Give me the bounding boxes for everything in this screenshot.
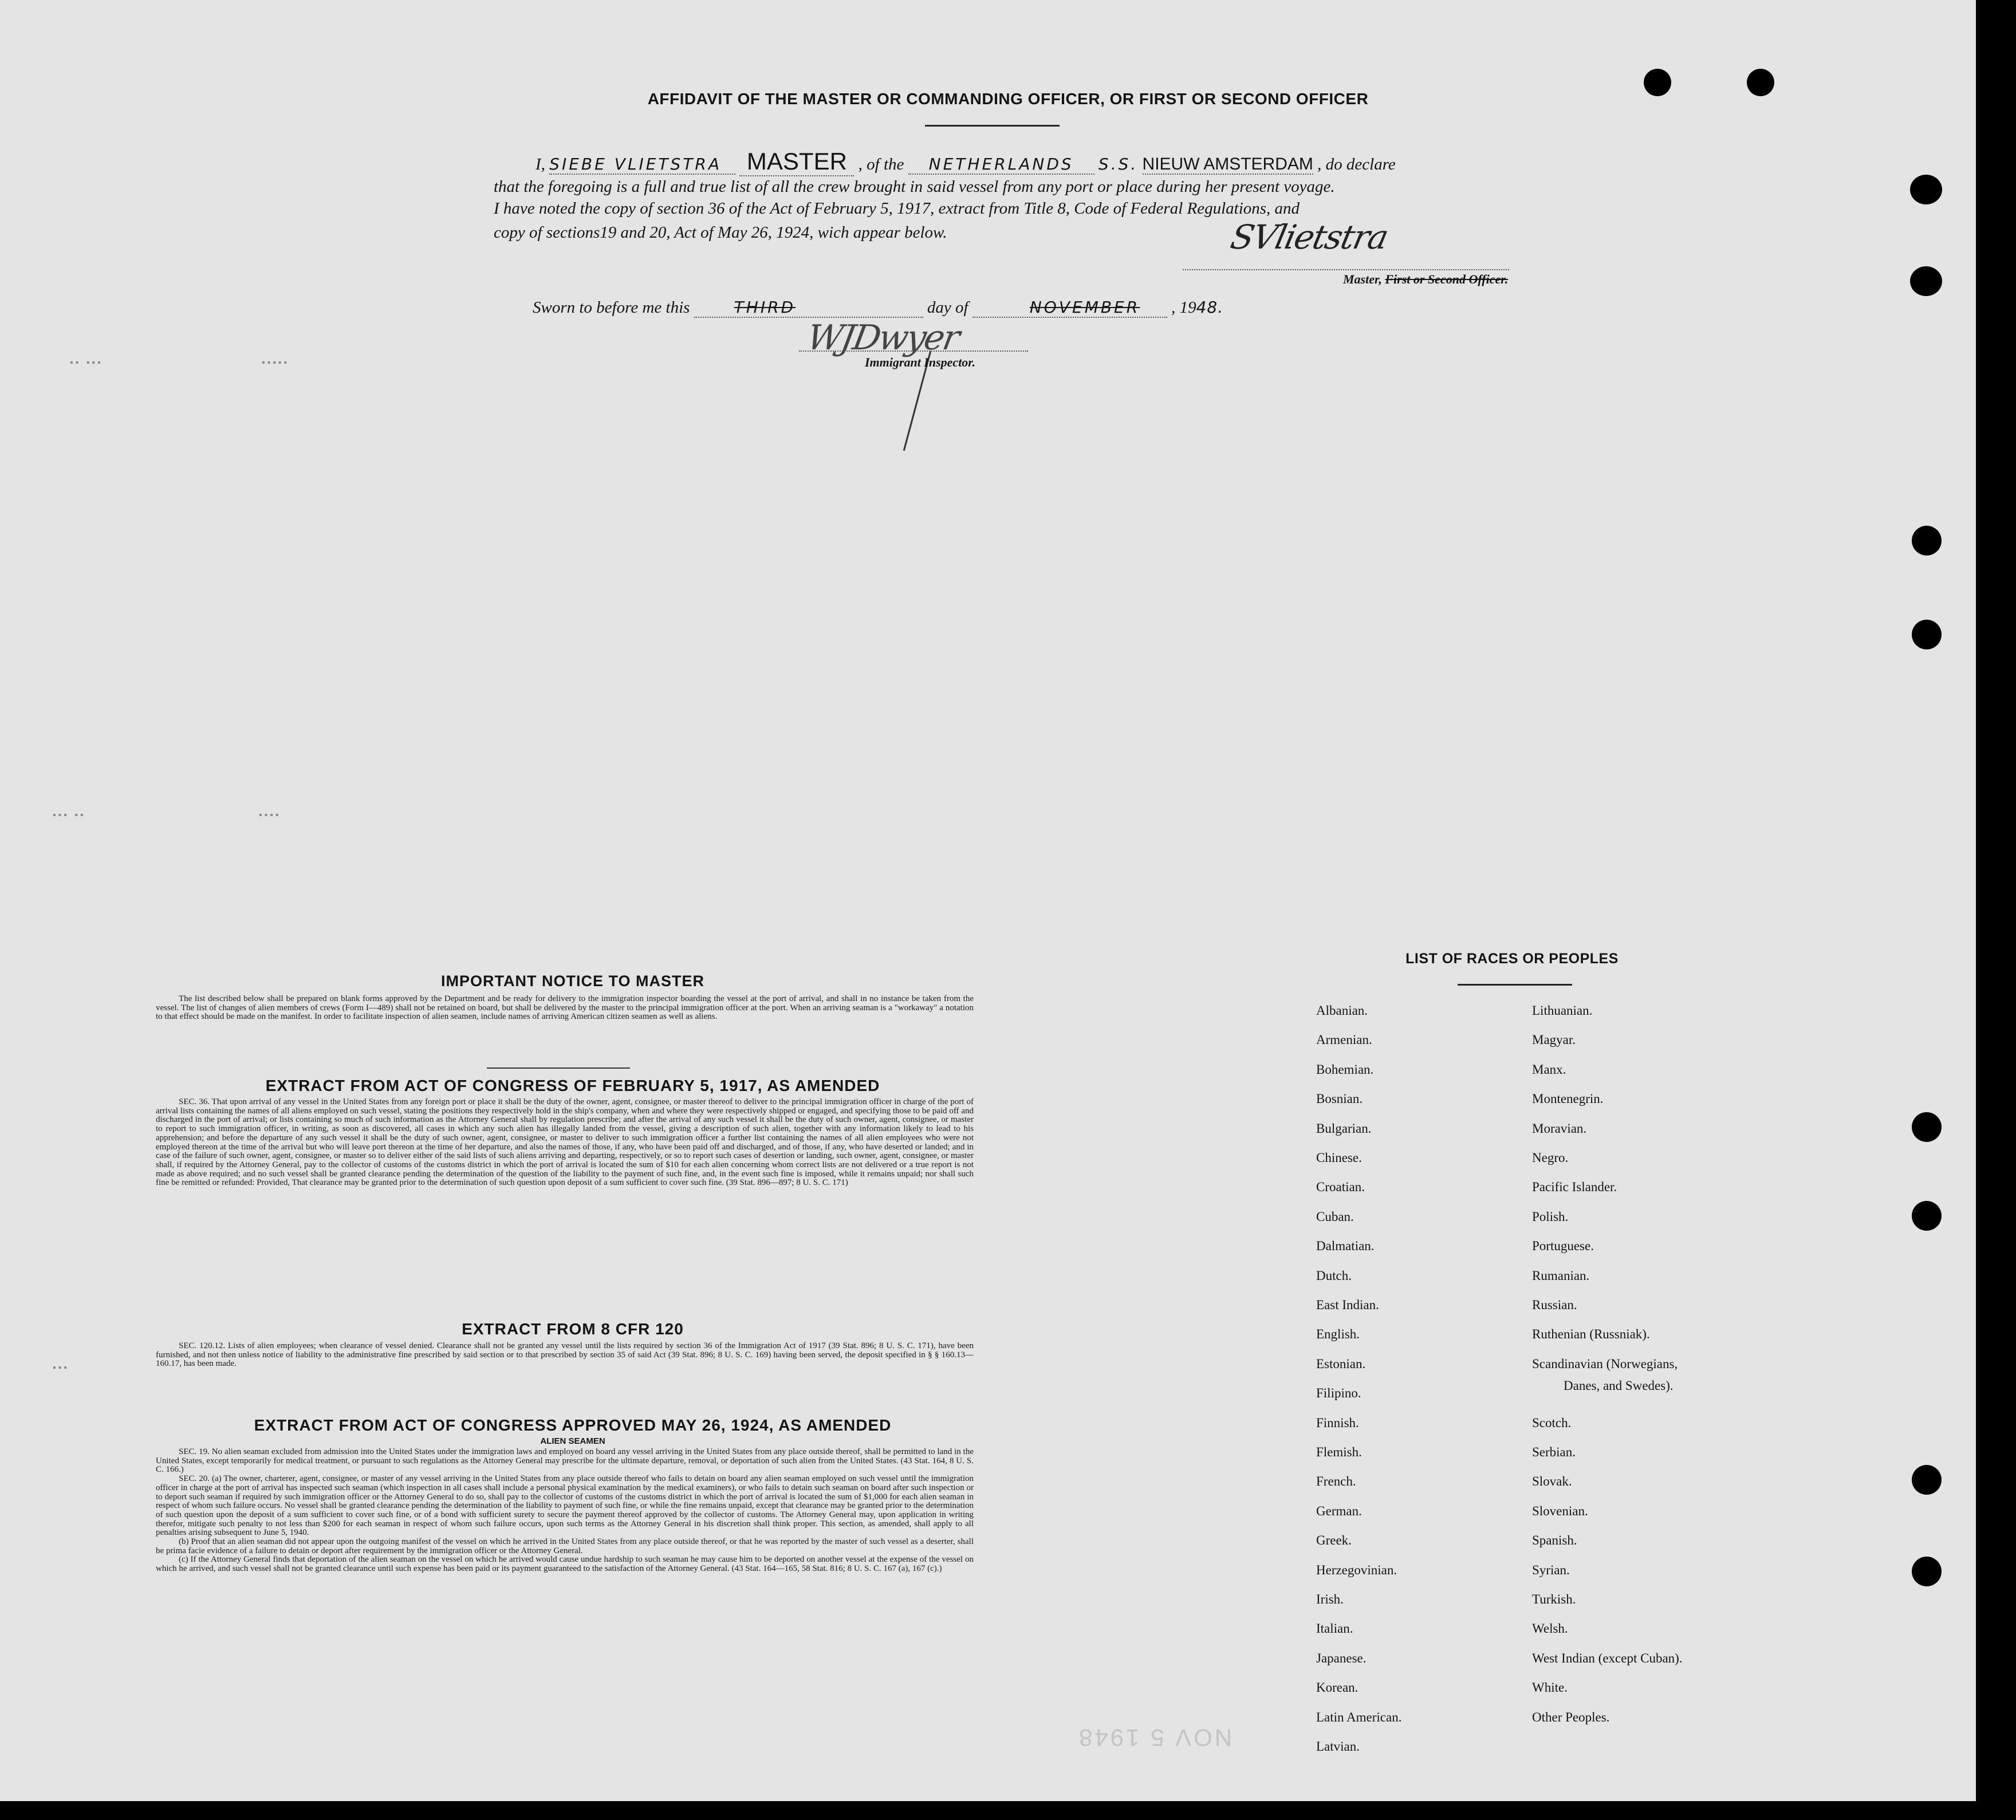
punch-hole (1912, 1112, 1942, 1142)
race-item: Armenian. (1316, 1033, 1372, 1047)
race-item: Ruthenian (Russniak). (1532, 1327, 1650, 1341)
year-suffix: 48. (1196, 298, 1224, 317)
inspector-label: Immigrant Inspector. (865, 355, 976, 369)
affidavit-title: AFFIDAVIT OF THE MASTER OR COMMANDING OFFICER, OR FIRST OR SECOND OFFICER (647, 90, 1369, 108)
race-item: East Indian. (1316, 1298, 1379, 1312)
extract-1924-title: EXTRACT FROM ACT OF CONGRESS APPROVED MAY 26, 1924, AS AMENDED (254, 1416, 892, 1434)
extract-cfr-title: EXTRACT FROM 8 CFR 120 (462, 1320, 684, 1338)
date-stamp: NOV 5 1948 (1077, 1724, 1233, 1751)
bleed-through-mark: ▪▪▪▪ (258, 810, 280, 821)
punch-hole (1912, 1465, 1942, 1495)
punch-hole (1912, 620, 1942, 649)
race-item: Dalmatian. (1316, 1239, 1375, 1253)
year-prefix: , 19 (1171, 298, 1196, 317)
race-item: Finnish. (1316, 1416, 1359, 1430)
race-item: Korean. (1316, 1680, 1359, 1695)
notice-text (156, 995, 974, 1022)
punch-hole (1910, 266, 1942, 296)
master-name-field: SIEBE VLIETSTRA (549, 155, 735, 175)
race-item: Negro. (1532, 1151, 1569, 1165)
race-item: English. (1316, 1327, 1360, 1341)
inspector-signature-line (799, 350, 1028, 352)
race-item: Serbian. (1532, 1445, 1576, 1459)
punch-hole (1912, 1557, 1942, 1586)
race-item: Dutch. (1316, 1269, 1352, 1283)
race-item: White. (1532, 1680, 1568, 1695)
race-item: Slovak. (1532, 1474, 1572, 1488)
extract-cfr-text (156, 1342, 974, 1369)
race-item: Bosnian. (1316, 1092, 1363, 1106)
race-item: Montenegrin. (1532, 1092, 1604, 1106)
race-item: Syrian. (1532, 1563, 1570, 1577)
race-item: German. (1316, 1504, 1362, 1518)
race-item: Other Peoples. (1532, 1710, 1610, 1724)
race-item: Spanish. (1532, 1533, 1577, 1547)
vessel-prefix: S.S. (1098, 155, 1139, 174)
extract-1917-title: EXTRACT FROM ACT OF CONGRESS OF FEBRUARY 5, 1917, AS AMENDED (265, 1077, 880, 1094)
race-item: Flemish. (1316, 1445, 1362, 1459)
race-item: French. (1316, 1474, 1356, 1488)
extract-cfr-paragraph: SEC. 120.12. Lists of alien employees; when clearance of vessel denied. Clearance shall not be granted any vessel until the lists required by section 36 of the Immigration Act of 1917 (39 Stat. 896; 8 U. S. C. 171), have been furnished, and not then unless notice of liability to the administrative fine prescribed by said section or to that prescribed by section 35 of said Act (39 Stat. 896; 8 U. S. C. 169) having been served, the deposit specified in § § 160.13—160.17, has been made. (156, 1341, 974, 1369)
race-item: Filipino. (1316, 1386, 1361, 1400)
master-label: Master, (1343, 272, 1382, 286)
sec-20a-paragraph: SEC. 20. (a) The owner, charterer, agent, consignee, or master of any vessel arriving in the United States from any place outside thereof who fails to detain on board any alien seaman employed on such vessel until the immigration officer in charge at the port of arrival has inspected such seaman (which inspection in all cases shall include a personal physical examination by the medical examiners), or who fails to detain such seaman on board after such inspection or to deport such seaman if required by such immigration officer or the Attorney General to do so, shall pay to the collector of customs of the customs district in which the port of arrival is located the sum of $1,000 for each alien seaman in respect of whom such failure occurs. No vessel shall be granted clearance pending the determination of the liability to payment of such fine, or while the fine remains unpaid, except that clearance may be granted prior to the determination of such question upon the deposit of a sum sufficient to cover such fine, or of a bond with sufficient surety to secure the payment thereof approved by the collector of customs. The Attorney General may, upon application in writing therefor, mitigate such penalty to not less than $200 for each seaman in respect of whom such failure occurs, upon such terms as the Attorney General in his discretion shall think proper. This section, as amended, shall apply to all penalties arising subsequent to June 5, 1940. (156, 1474, 974, 1538)
nationality-field: NETHERLANDS (908, 155, 1094, 175)
punch-hole (1910, 175, 1942, 204)
races-divider (1458, 984, 1572, 986)
race-item: Latvian. (1316, 1739, 1360, 1754)
bleed-through-mark: ▪▪▪ ▪▪ (52, 810, 85, 821)
extract-1917-text (156, 1098, 974, 1188)
race-item: Albanian. (1316, 1003, 1368, 1018)
declaration-line-2: that the foregoing is a full and true list of all the crew brought in said vessel from any port or place during her present voyage. (494, 178, 1335, 196)
race-item: Italian. (1316, 1621, 1353, 1636)
struck-officer-label: First or Second Officer. (1385, 272, 1509, 286)
race-item: Bulgarian. (1316, 1121, 1372, 1136)
race-item: Croatian. (1316, 1180, 1365, 1194)
sworn-day-field: THIRD (694, 298, 923, 318)
declaration-line-4: copy of sections19 and 20, Act of May 26, 1924, wich appear below. (494, 223, 947, 242)
master-signature: SVlietstra (1227, 218, 1391, 257)
race-item: Cuban. (1316, 1210, 1354, 1224)
race-item: Irish. (1316, 1592, 1344, 1606)
sworn-month-field: NOVEMBER (972, 298, 1167, 318)
notice-title: IMPORTANT NOTICE TO MASTER (441, 972, 704, 990)
race-item: Scandinavian (Norwegians, (1532, 1357, 1678, 1371)
race-item: Manx. (1532, 1062, 1566, 1077)
bleed-through-mark: ▪▪ ▪▪▪ (69, 358, 102, 368)
race-item: Latin American. (1316, 1710, 1402, 1724)
punch-hole (1912, 526, 1942, 556)
sworn-line (533, 298, 1223, 318)
race-item: Rumanian. (1532, 1269, 1590, 1283)
master-signature-line (1183, 269, 1509, 270)
race-item: Portuguese. (1532, 1239, 1594, 1253)
extract-1924-subtitle: ALIEN SEAMEN (540, 1436, 605, 1446)
race-item: Estonian. (1316, 1357, 1366, 1371)
race-item: Scotch. (1532, 1416, 1572, 1430)
race-item: Russian. (1532, 1298, 1577, 1312)
declaration-line-1 (536, 148, 1529, 176)
notice-paragraph: The list described below shall be prepared on blank forms approved by the Department and be ready for delivery to the immigration inspector boarding the vessel at the port of arrival, and shall in no instance be taken from the vessel. The list of changes of alien members of crews (Form I—489) shall not be retained on board, but shall be delivered by the master to the principal immigration officer at the port. When an arriving seaman is a "workaway" a notation to that effect should be made on the manifest. In order to facilitate inspection of alien seamen, include names of arriving American citizen seamen as well as aliens. (156, 994, 974, 1022)
race-item: Lithuanian. (1532, 1003, 1593, 1018)
races-title: LIST OF RACES OR PEOPLES (1405, 951, 1619, 967)
punch-hole (1644, 69, 1671, 96)
day-of-text: day of (927, 298, 968, 317)
inspector-signature: WJDwyer (804, 318, 962, 358)
sworn-prefix: Sworn to before me this (533, 298, 690, 317)
of-the-text: , of the (858, 155, 904, 174)
do-declare-text: , do declare (1317, 155, 1396, 174)
declaration-line-3: I have noted the copy of section 36 of the Act of February 5, 1917, extract from Title 8, Code of Federal Regulations, and (494, 199, 1300, 218)
sec-19-paragraph: SEC. 19. No alien seaman excluded from admission into the United States under the immigration laws and employed on board any vessel arriving in the United States from any place outside thereof, shall be permitted to land in the United States, except temporarily for medical treatment, or pursuant to such regulations as the Attorney General may prescribe for the ultimate departure, removal, or deportation of such alien from the United States. (43 Stat. 164, 8 U. S. C. 166.) (156, 1447, 974, 1475)
race-item: Slovenian. (1532, 1504, 1588, 1518)
race-item: Welsh. (1532, 1621, 1568, 1636)
race-item: Greek. (1316, 1533, 1352, 1547)
bleed-through-mark: ▪▪▪▪▪ (261, 358, 289, 368)
race-item: Pacific Islander. (1532, 1180, 1617, 1194)
master-title-label (1343, 272, 1508, 287)
race-item: Polish. (1532, 1210, 1569, 1224)
race-item: Magyar. (1532, 1033, 1576, 1047)
bleed-through-mark: ▪▪▪ (52, 1363, 68, 1373)
title-divider (925, 125, 1060, 127)
extract-1917-paragraph: SEC. 36. That upon arrival of any vessel in the United States from any foreign port or place it shall be the duty of the owner, agent, consignee, or master thereof to deliver to the principal immigration officer in charge of the port of arrival lists containing the names of all aliens employed on such vessel, stating the positions they respectively hold in the ship's company, when and where they were respectively shipped or engaged, and specifying those to be paid off and discharged in the port of arrival; or lists containing so much of such information as the Attorney General shall by regulation prescribe; and after the arrival of any such vessel it shall be the duty of such owner, agent, consignee, or master to report to such immigration officer, in writing, as soon as discovered, all cases in which any such alien has illegally landed from the vessel, giving a description of such alien, together with any information likely to lead to his apprehension; and before the departure of any such vessel it shall be the duty of such owner, agent, consignee, or master to deliver to such immigration officer a further list containing the names of all alien employees who were not employed thereon at the time of the arrival but who will leave port thereon at the time of her departure, and also the names of those, if any, who have been paid off and discharged, and of those, if any, who have deserted or landed; and in case of the failure of such owner, agent, consignee, or master so to deliver either of the said lists of such aliens arriving and departing, respectively, or so to report such cases of desertion or landing, such owner, agent, consignee, or master shall, if required by the Attorney General, pay to the collector of customs of the customs district in which the port of arrival is located the sum of $10 for each alien concerning whom correct lists are not delivered or a true report is not made as above required; and no such vessel shall be granted clearance pending the determination of the question of the liability to the payment of such fine, and, in the event such fine is imposed, while it remains unpaid; nor shall such fine be remitted or refunded: Provided, That clearance may be granted prior to the determination of such question upon deposit of a sum sufficient to cover such fine. (39 Stat. 896—897; 8 U. S. C. 171) (156, 1097, 974, 1188)
race-item: Moravian. (1532, 1121, 1587, 1136)
race-item: Chinese. (1316, 1151, 1362, 1165)
race-item: Japanese. (1316, 1651, 1367, 1665)
race-item: Herzegovinian. (1316, 1563, 1397, 1577)
punch-hole (1912, 1201, 1942, 1231)
race-item: Turkish. (1532, 1592, 1576, 1606)
extract-1924-text (156, 1448, 974, 1574)
section-divider (487, 1067, 630, 1069)
punch-hole (1747, 69, 1774, 96)
race-item: West Indian (except Cuban). (1532, 1651, 1683, 1665)
rank-field: MASTER (739, 148, 854, 176)
sec-20c-paragraph: (c) If the Attorney General finds that deportation of the alien seaman on the vessel on which he arrived would cause undue hardship to such seaman he may cause him to be deported on another vessel at the expense of the vessel on which he arrived, and such vessel shall not be granted clearance until such expense has been paid or its payment guaranteed to the satisfaction of the Attorney General. (43 Stat. 164—165, 58 Stat. 816; 8 U. S. C. 167 (a), 167 (c).) (156, 1555, 974, 1574)
race-item: Bohemian. (1316, 1062, 1374, 1077)
vessel-name-field: NIEUW AMSTERDAM (1142, 155, 1313, 174)
race-item: Danes, and Swedes). (1564, 1378, 1674, 1393)
declaration-intro: I, (536, 155, 545, 174)
sec-20b-paragraph: (b) Proof that an alien seaman did not appear upon the outgoing manifest of the vessel on which he arrived in the United States from any place outside thereof, or that he was reported by the master of such vessel as a deserter, shall be prima facie evidence of a failure to detain or deport after requirement by the immigration officer or the Attorney General. (156, 1537, 974, 1555)
